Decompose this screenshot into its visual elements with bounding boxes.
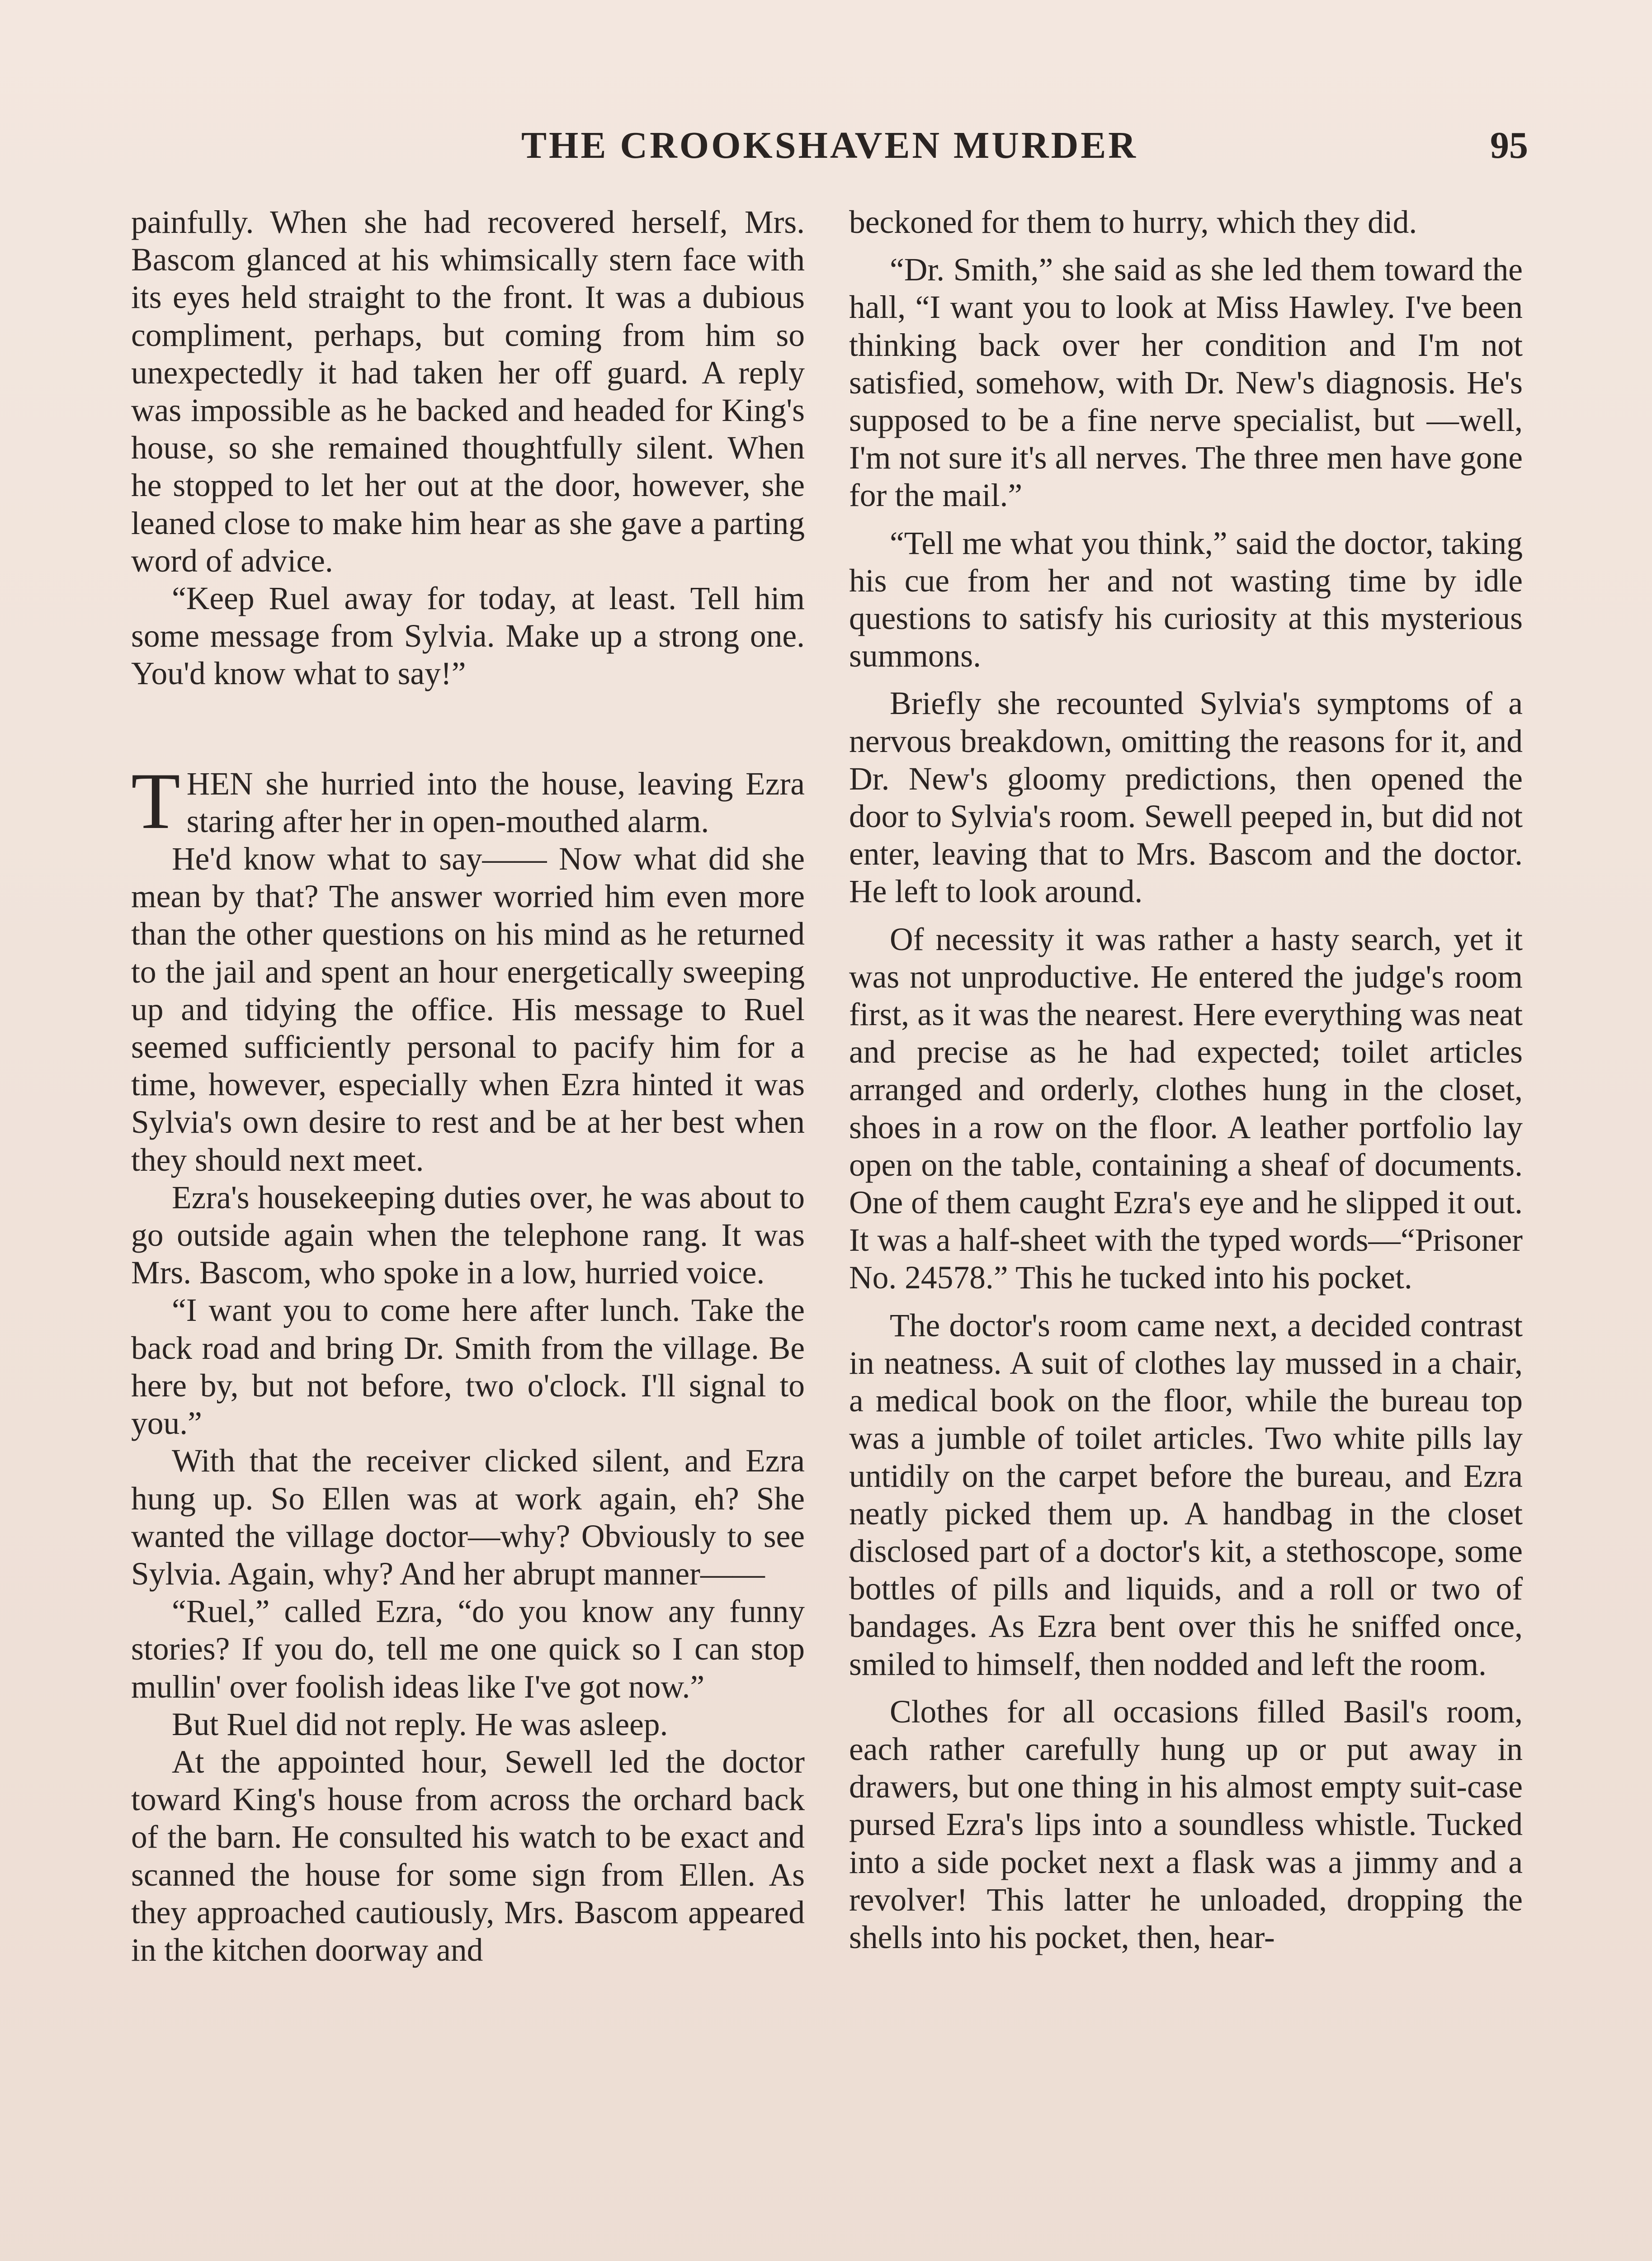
paragraph-text: HEN she hurried into the house, leaving Ezra staring after her in open-mouthed alarm. xyxy=(186,766,805,839)
right-text-column xyxy=(849,203,1523,1956)
paragraph: beckoned for them to hurry, which they did. xyxy=(849,204,1417,240)
paragraph: But Ruel did not reply. He was asleep. xyxy=(172,1706,668,1742)
paragraph: At the appointed hour, Sewell led the doctor toward King's house from across the orchard back of the barn. He consulted his watch to be exact and scanned the house for some sign from Ellen. As they approached cautiously, Mrs. Bascom appeared in the kitchen doorway and xyxy=(131,1744,805,1968)
paragraph: “Tell me what you think,” said the doctor, taking his cue from her and not wasting time by idle questions to satisfy his curiosity at this mysterious summons. xyxy=(849,525,1523,674)
paragraph: “Keep Ruel away for today, at least. Tell him some message from Sylvia. Make up a strong one. You'd know what to say!” xyxy=(131,581,805,692)
drop-cap-letter: T xyxy=(131,756,180,846)
left-text-column xyxy=(131,203,805,1969)
section-opening-paragraph xyxy=(131,756,805,846)
paragraph: “I want you to come here after lunch. Take the back road and bring Dr. Smith from the village. Be here by, but not before, two o'clock. I'll signal to you.” xyxy=(131,1292,805,1442)
paragraph: Briefly she recounted Sylvia's symptoms of a nervous breakdown, omitting the reasons for it, and Dr. New's gloomy predictions, then opened the door to Sylvia's room. Sewell peeped in, but did not enter, leaving that to Mrs. Bascom and the doctor. He left to look around. xyxy=(849,686,1523,910)
paragraph: He'd know what to say—— Now what did she mean by that? The answer worried him even more than the other questions on his mind as he returned to the jail and spent an hour energetically sweeping up and tidying the office. His message to Ruel seemed sufficiently personal to pacify him for a time, however, especially when Ezra hinted it was Sylvia's own desire to rest and be at her best when they should next meet. xyxy=(131,841,805,1178)
paragraph: Ezra's housekeeping duties over, he was about to go outside again when the telephone rang. It was Mrs. Bascom, who spoke in a low, hurried voice. xyxy=(131,1179,805,1291)
paragraph: Of necessity it was rather a hasty search, yet it was not unproductive. He entered the judge's room first, as it was the nearest. Here everything was neat and precise as he had expected; toilet articles arranged and orderly, clothes hung in the closet, shoes in a row on the floor. A leather portfolio lay open on the table, containing a sheaf of documents. One of them caught Ezra's eye and he slipped it out. It was a half-sheet with the typed words—“Prisoner No. 24578.” This he tucked into his pocket. xyxy=(849,921,1523,1296)
paragraph: The doctor's room came next, a decided contrast in neatness. A suit of clothes lay mussed in a chair, a medical book on the floor, while the bureau top was a jumble of toilet articles. Two white pills lay untidily on the carpet before the bureau, and Ezra neatly picked them up. A handbag in the closet disclosed part of a doctor's kit, a stethoscope, some bottles of pills and liquids, and a roll or two of bandages. As Ezra bent over this he sniffed once, smiled to himself, then nodded and left the room. xyxy=(849,1307,1523,1682)
running-title: THE CROOKSHAVEN MURDER xyxy=(521,124,1138,166)
paragraph: “Ruel,” called Ezra, “do you know any funny stories? If you do, tell me one quick so I can stop mullin' over foolish ideas like I've got now.” xyxy=(131,1594,805,1705)
paragraph: Clothes for all occasions filled Basil's room, each rather carefully hung up or put away in drawers, but one thing in his almost empty suit-case pursed Ezra's lips into a soundless whistle. Tucked into a side pocket next a flask was a jimmy and a revolver! This latter he unloaded, dropping the shells into his pocket, then, hear- xyxy=(849,1693,1523,1955)
paragraph: With that the receiver clicked silent, and Ezra hung up. So Ellen was at work again, eh? She wanted the village doctor—why? Obviously to see Sylvia. Again, why? And her abrupt manner—— xyxy=(131,1443,805,1592)
paragraph: painfully. When she had recovered herself, Mrs. Bascom glanced at his whimsically stern face with its eyes held straight to the front. It was a dubious compliment, perhaps, but coming from him so unexpectedly it had taken her off guard. A reply was impossible as he backed and headed for King's house, so she remained thoughtfully silent. When he stopped to let her out at the door, however, she leaned close to make him hear as she gave a parting word of advice. xyxy=(131,204,805,579)
page-number: 95 xyxy=(1490,124,1528,166)
paragraph: “Dr. Smith,” she said as she led them toward the hall, “I want you to look at Miss Hawley. I've been thinking back over her condition and I'm not satisfied, somehow, with Dr. New's diagnosis. He's supposed to be a fine nerve specialist, but —well, I'm not sure it's all nerves. The three men have gone for the mail.” xyxy=(849,252,1523,514)
page-header xyxy=(131,118,1528,173)
